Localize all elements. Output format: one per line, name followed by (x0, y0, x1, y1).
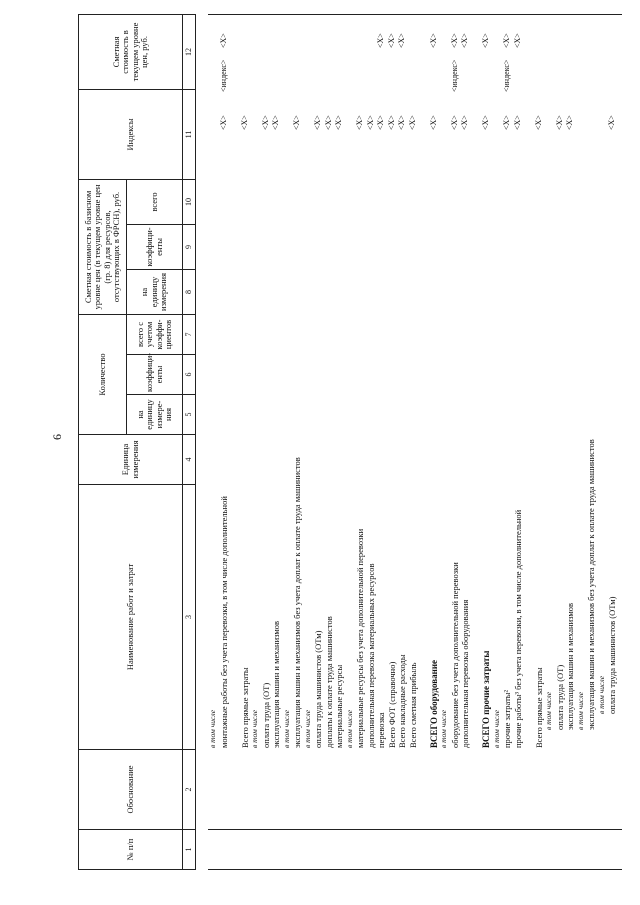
row-label: эксплуатация машин и механизмов без учета доплат к оплате труда машинистов (292, 457, 302, 748)
column-number: 3 (183, 485, 196, 750)
placeholder-c10: <X> (502, 115, 511, 130)
placeholder-c12: <X> (460, 33, 469, 48)
row-label: дополнительная перевозка материальных ресурсов (365, 563, 376, 748)
placeholder-c10: <X> (334, 115, 343, 130)
column-number: 2 (183, 750, 196, 830)
placeholder-c10: <X> (533, 115, 543, 130)
row-label: в том числе (596, 675, 606, 714)
row-label: оплата труда (ОТ) (554, 664, 565, 730)
row-label: в том числе (491, 709, 501, 748)
column-rule (208, 394, 622, 395)
placeholder-c11: <индекс> (449, 59, 459, 92)
placeholder-c10: <X> (323, 115, 333, 130)
column-number: 5 (183, 395, 196, 435)
placeholder-c10: <X> (271, 115, 280, 130)
header-current-cost: Сметная стоимость в текущем уровне цен, руб. (79, 14, 183, 89)
column-number: 6 (183, 355, 196, 395)
row-label: прочие затраты² (502, 689, 512, 748)
placeholder-c10: <X> (565, 115, 574, 130)
row-label: в том числе (250, 709, 259, 748)
row-label: эксплуатация машин и механизмов (565, 602, 575, 730)
placeholder-c10: <X> (481, 115, 490, 130)
row-label: материальные ресурсы без учета дополнительной перевозки (355, 528, 365, 748)
row-label: оборудование без учета дополнительной перевозки (449, 562, 460, 748)
header-q-coef: коэффици-енты (127, 355, 183, 395)
column-rule (208, 749, 622, 750)
row-label: в том числе (439, 709, 448, 748)
row-label: перевозка (376, 712, 386, 748)
column-rule (208, 869, 622, 870)
row-label: ВСЕГО прочие затраты (481, 650, 491, 748)
placeholder-c10: <X> (365, 115, 375, 130)
row-label: прочие работы³ без учета перевозки, в том числе дополнительной (512, 509, 523, 748)
placeholder-c10: <X> (386, 115, 396, 130)
column-rule (208, 314, 622, 315)
header-q-per-unit: на единицу измере-ния (127, 395, 183, 435)
row-label: монтажные работы без учета перевозки, в том числе дополнительной (218, 496, 229, 748)
column-rule (208, 14, 622, 15)
row-label: Всего прямые затраты (533, 667, 544, 748)
column-number: 7 (183, 314, 196, 354)
column-number: 11 (183, 89, 196, 179)
placeholder-c10: <X> (397, 115, 406, 130)
placeholder-c10: <X> (512, 115, 522, 130)
placeholder-c10: <X> (376, 115, 385, 130)
row-label: в том числе (302, 709, 312, 748)
page-number: 6 (50, 434, 64, 440)
placeholder-c10: <X> (407, 115, 417, 130)
row-label: оплата труда машинистов (ОТм) (313, 630, 323, 748)
placeholder-c10: <X> (607, 115, 616, 130)
header-number: № п/п (79, 830, 183, 870)
column-rule (208, 354, 622, 355)
row-label: ВСЕГО оборудование (428, 659, 439, 748)
placeholder-c12: <X> (449, 33, 459, 48)
header-q-total: всего с учетом коэффи-циентов (127, 314, 183, 354)
column-rule (208, 179, 622, 180)
column-rule (208, 224, 622, 225)
placeholder-c11: <индекс> (218, 59, 228, 92)
row-label: Всего ФОТ (справочно) (386, 661, 397, 748)
header-indexes: Индексы (79, 89, 183, 179)
column-rule (208, 269, 622, 270)
column-rule (208, 484, 622, 485)
placeholder-c12: <X> (218, 33, 228, 48)
row-label: материальные ресурсы (334, 664, 344, 748)
table-row (607, 15, 619, 870)
placeholder-c10: <X> (260, 115, 270, 130)
row-label: в том числе (575, 691, 585, 730)
column-number: 9 (183, 224, 196, 269)
placeholder-c10: <X> (554, 115, 564, 130)
column-number: 12 (183, 14, 196, 89)
placeholder-c12: <X> (481, 33, 490, 48)
column-number: 8 (183, 269, 196, 314)
header-c-per-unit: на единицу измерения (127, 269, 183, 314)
column-number: 4 (183, 435, 196, 485)
header-quantity: Количество (79, 314, 127, 434)
row-label: оплата труда (ОТ) (260, 682, 271, 748)
placeholder-c12: <X> (397, 33, 406, 48)
placeholder-c10: <X> (355, 115, 364, 130)
header-name: Наименование работ и затрат (79, 485, 183, 750)
column-number-row (183, 14, 196, 869)
header-c-coef: коэффици-енты (127, 224, 183, 269)
estimate-sheet (78, 10, 623, 870)
row-label: в том числе (544, 691, 553, 730)
column-rule (208, 434, 622, 435)
placeholder-c12: <X> (386, 33, 396, 48)
row-label: эксплуатация машин и механизмов (271, 620, 281, 748)
row-label: Всего накладные расходы (397, 654, 407, 748)
row-label: дополнительная перевозка оборудования (460, 599, 470, 748)
placeholder-c12: <X> (502, 33, 511, 48)
placeholder-c10: <X> (449, 115, 459, 130)
placeholder-c11: <индекс> (502, 59, 511, 92)
row-label: оплата труда машинистов (ОТм) (607, 596, 617, 714)
column-rule (208, 829, 622, 830)
column-number: 1 (183, 830, 196, 870)
row-label: в том числе (208, 709, 217, 748)
header-unit: Единица измерения (79, 435, 183, 485)
row-label: Всего сметная прибыль (407, 662, 418, 748)
placeholder-c10: <X> (428, 115, 438, 130)
placeholder-c12: <X> (512, 33, 522, 48)
column-rule (208, 89, 622, 90)
header-c-total: всего (127, 179, 183, 224)
placeholder-c10: <X> (218, 115, 228, 130)
placeholder-c12: <X> (428, 33, 438, 48)
header-cost: Сметная стоимость в базисном уровне цен (в текущем уровне цен (гр. 8) для ресурсов, отсутствующих в ФРСН), руб. (79, 179, 127, 314)
header-basis: Обоснование (79, 750, 183, 830)
row-label: в том числе (281, 709, 291, 748)
row-label: в том числе (344, 709, 354, 748)
estimate-table (78, 14, 196, 870)
placeholder-c10: <X> (292, 115, 301, 130)
column-number: 10 (183, 179, 196, 224)
placeholder-c10: <X> (460, 115, 469, 130)
placeholder-c10: <X> (313, 115, 322, 130)
placeholder-c12: <X> (376, 33, 385, 48)
row-label: Всего прямые затраты (239, 667, 250, 748)
row-label: доплаты к оплате труда машинистов (323, 616, 334, 748)
placeholder-c10: <X> (239, 115, 249, 130)
row-label: эксплуатация машин и механизмов без учета доплат к оплате труда машинистов (586, 439, 596, 730)
